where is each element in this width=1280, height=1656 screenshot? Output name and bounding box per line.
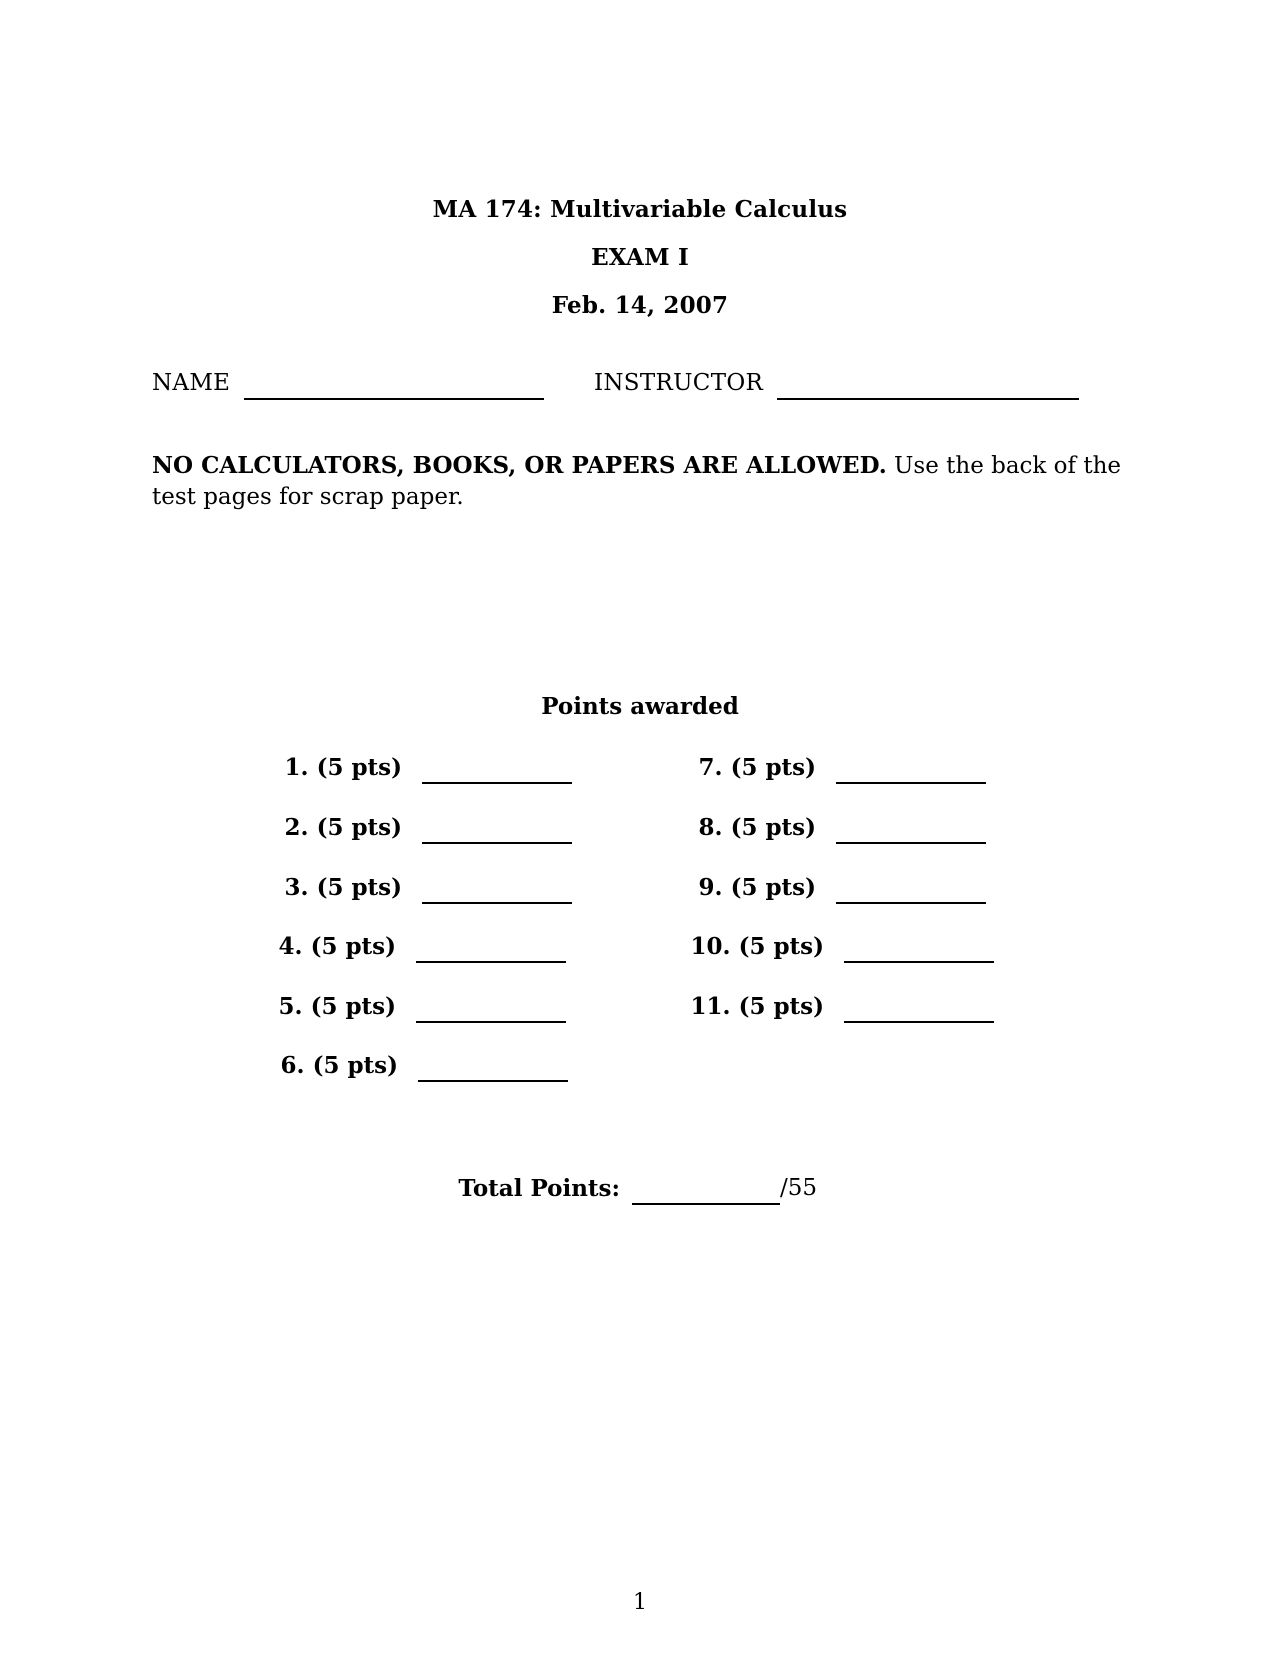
score-label: 8. (5 pts) bbox=[698, 814, 816, 841]
score-label: 10. (5 pts) bbox=[690, 933, 824, 960]
exam-name: EXAM I bbox=[591, 244, 689, 271]
student-info-row bbox=[152, 370, 1092, 410]
score-label: 1. (5 pts) bbox=[284, 754, 402, 781]
score-row-11 bbox=[690, 993, 994, 1027]
score-label: 6. (5 pts) bbox=[280, 1052, 398, 1079]
total-points-max: /55 bbox=[780, 1175, 818, 1201]
score-blank[interactable] bbox=[416, 1021, 566, 1023]
score-label: 7. (5 pts) bbox=[698, 754, 816, 781]
score-label: 9. (5 pts) bbox=[698, 874, 816, 901]
course-title: MA 174: Multivariable Calculus bbox=[432, 196, 848, 223]
score-label: 11. (5 pts) bbox=[690, 993, 824, 1020]
score-blank[interactable] bbox=[422, 902, 572, 904]
score-blank[interactable] bbox=[844, 961, 994, 963]
score-blank[interactable] bbox=[418, 1080, 568, 1082]
score-label: 2. (5 pts) bbox=[284, 814, 402, 841]
score-row-2 bbox=[284, 814, 572, 848]
score-row-7 bbox=[698, 754, 986, 788]
name-label: NAME bbox=[152, 370, 231, 396]
score-row-8 bbox=[698, 814, 986, 848]
score-label: 5. (5 pts) bbox=[278, 993, 396, 1020]
score-label: 4. (5 pts) bbox=[278, 933, 396, 960]
total-points-row bbox=[0, 1175, 1280, 1211]
score-label: 3. (5 pts) bbox=[284, 874, 402, 901]
score-row-9 bbox=[698, 874, 986, 908]
score-blank[interactable] bbox=[416, 961, 566, 963]
score-blank[interactable] bbox=[836, 842, 986, 844]
notice-bold: NO CALCULATORS, BOOKS, OR PAPERS ARE ALLOWED. bbox=[152, 452, 887, 479]
exam-instructions bbox=[152, 450, 1142, 513]
score-blank[interactable] bbox=[836, 902, 986, 904]
score-row-5 bbox=[278, 993, 566, 1027]
instructor-field[interactable] bbox=[777, 398, 1079, 400]
total-points-blank[interactable] bbox=[632, 1203, 780, 1205]
score-blank[interactable] bbox=[422, 842, 572, 844]
instructor-label: INSTRUCTOR bbox=[594, 370, 764, 396]
score-row-1 bbox=[284, 754, 572, 788]
score-blank[interactable] bbox=[844, 1021, 994, 1023]
name-field[interactable] bbox=[244, 398, 544, 400]
score-row-3 bbox=[284, 874, 572, 908]
score-row-10 bbox=[690, 933, 994, 967]
exam-date: Feb. 14, 2007 bbox=[551, 292, 729, 319]
notice-normal: Use the back of the test pages for scrap paper. bbox=[152, 453, 1122, 510]
points-heading: Points awarded bbox=[541, 693, 739, 720]
score-blank[interactable] bbox=[422, 782, 572, 784]
score-blank[interactable] bbox=[836, 782, 986, 784]
page-number: 1 bbox=[633, 1590, 647, 1615]
score-row-6 bbox=[280, 1052, 568, 1086]
total-points-label: Total Points: bbox=[458, 1175, 620, 1202]
score-row-4 bbox=[278, 933, 566, 967]
